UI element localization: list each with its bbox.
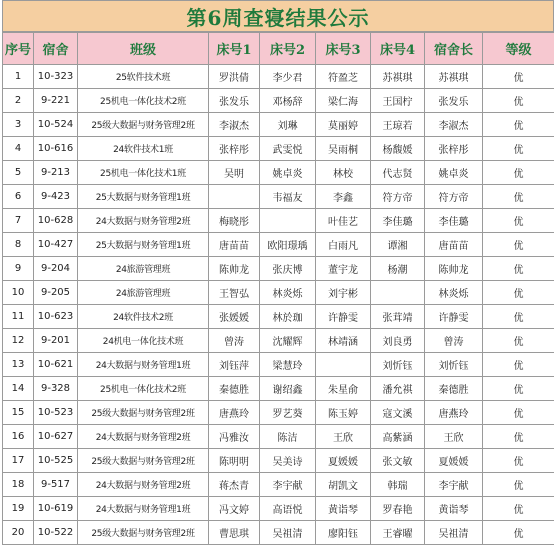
dorm-cell: 9-201 xyxy=(34,329,78,353)
grade-cell: 优 xyxy=(483,257,554,281)
bed-1-cell: 罗洪倩 xyxy=(209,65,260,89)
bed-3-cell: 朱星俞 xyxy=(316,377,371,401)
table-row xyxy=(3,473,554,497)
table-row xyxy=(3,449,554,473)
bed-3-cell: 吴雨桐 xyxy=(316,137,371,161)
bed-4-cell: 王琼若 xyxy=(371,113,425,137)
dorm-leader-cell: 李佳璐 xyxy=(425,209,483,233)
index-cell: 16 xyxy=(3,425,34,449)
bed-1-cell: 唐苗苗 xyxy=(209,233,260,257)
class-cell: 24软件技术1班 xyxy=(78,137,209,161)
table-row xyxy=(3,65,554,89)
bed-1-cell: 秦德胜 xyxy=(209,377,260,401)
bed-4-cell: 张茸靖 xyxy=(371,305,425,329)
dorm-leader-cell: 唐燕玲 xyxy=(425,401,483,425)
bed-4-cell xyxy=(371,281,425,305)
bed-3-cell xyxy=(316,353,371,377)
bed-1-cell: 王智弘 xyxy=(209,281,260,305)
bed-2-cell: 姚卓炎 xyxy=(260,161,316,185)
bed-1-cell: 陈帅龙 xyxy=(209,257,260,281)
class-cell: 24机电一体化技术班 xyxy=(78,329,209,353)
bed-2-cell: 李少君 xyxy=(260,65,316,89)
class-cell: 24旅游管理班 xyxy=(78,257,209,281)
bed-3-cell: 王欣 xyxy=(316,425,371,449)
grade-cell: 优 xyxy=(483,473,554,497)
dorm-leader-cell: 符方帝 xyxy=(425,185,483,209)
grade-cell: 优 xyxy=(483,113,554,137)
bed-3-cell: 陈玉婷 xyxy=(316,401,371,425)
bed-4-cell: 谭湘 xyxy=(371,233,425,257)
bed-3-cell: 黄诣琴 xyxy=(316,497,371,521)
dorm-cell: 10-623 xyxy=(34,305,78,329)
table-row xyxy=(3,401,554,425)
table-row xyxy=(3,425,554,449)
bed-1-cell: 张梓彤 xyxy=(209,137,260,161)
index-cell: 3 xyxy=(3,113,34,137)
table-row xyxy=(3,161,554,185)
index-cell: 7 xyxy=(3,209,34,233)
class-cell: 24大数据与财务管理2班 xyxy=(78,209,209,233)
grade-cell: 优 xyxy=(483,209,554,233)
class-cell: 25机电一体化技术2班 xyxy=(78,89,209,113)
class-cell: 25机电一体化技术2班 xyxy=(78,377,209,401)
index-cell: 18 xyxy=(3,473,34,497)
grade-cell: 优 xyxy=(483,521,554,545)
bed-2-cell: 吴祖清 xyxy=(260,521,316,545)
bed-1-cell: 曾涛 xyxy=(209,329,260,353)
table-row xyxy=(3,353,554,377)
dorm-leader-cell: 林炎烁 xyxy=(425,281,483,305)
class-cell: 24大数据与财务管理1班 xyxy=(78,497,209,521)
bed-2-cell xyxy=(260,209,316,233)
dorm-leader-cell: 张梓彤 xyxy=(425,137,483,161)
bed-3-cell: 胡凯文 xyxy=(316,473,371,497)
dorm-cell: 10-628 xyxy=(34,209,78,233)
index-cell: 1 xyxy=(3,65,34,89)
bed-2-cell: 林炎烁 xyxy=(260,281,316,305)
dorm-leader-cell: 夏媛媛 xyxy=(425,449,483,473)
bed-4-cell: 李佳璐 xyxy=(371,209,425,233)
bed-3-cell: 白雨凡 xyxy=(316,233,371,257)
table-body xyxy=(3,65,554,545)
bed-3-cell: 刘宇彬 xyxy=(316,281,371,305)
bed-2-cell: 梁慧玲 xyxy=(260,353,316,377)
grade-cell: 优 xyxy=(483,233,554,257)
class-cell: 25软件技术班 xyxy=(78,65,209,89)
dorm-cell: 10-522 xyxy=(34,521,78,545)
bed-2-cell: 陈洁 xyxy=(260,425,316,449)
header-bed-4: 床号4 xyxy=(371,33,425,65)
index-cell: 10 xyxy=(3,281,34,305)
header-bed-1: 床号1 xyxy=(209,33,260,65)
class-cell: 25级大数据与财务管理2班 xyxy=(78,521,209,545)
grade-cell: 优 xyxy=(483,161,554,185)
index-cell: 2 xyxy=(3,89,34,113)
dorm-cell: 9-221 xyxy=(34,89,78,113)
bed-1-cell: 冯雅汝 xyxy=(209,425,260,449)
class-cell: 25机电一体化技术1班 xyxy=(78,161,209,185)
header-index: 序号 xyxy=(3,33,34,65)
table-row xyxy=(3,281,554,305)
class-cell: 25级大数据与财务管理2班 xyxy=(78,113,209,137)
dorm-leader-cell: 张发乐 xyxy=(425,89,483,113)
dorm-cell: 10-621 xyxy=(34,353,78,377)
index-cell: 9 xyxy=(3,257,34,281)
bed-4-cell: 张文敏 xyxy=(371,449,425,473)
table-row xyxy=(3,137,554,161)
index-cell: 14 xyxy=(3,377,34,401)
bed-2-cell: 邓杨辞 xyxy=(260,89,316,113)
grade-cell: 优 xyxy=(483,281,554,305)
dorm-cell: 9-517 xyxy=(34,473,78,497)
bed-1-cell: 吴明 xyxy=(209,161,260,185)
dorm-cell: 10-524 xyxy=(34,113,78,137)
bed-4-cell: 寇文溪 xyxy=(371,401,425,425)
header-dorm: 宿舍 xyxy=(34,33,78,65)
class-cell: 24大数据与财务管理2班 xyxy=(78,473,209,497)
grade-cell: 优 xyxy=(483,137,554,161)
dorm-leader-cell: 陈帅龙 xyxy=(425,257,483,281)
dorm-cell: 10-523 xyxy=(34,401,78,425)
header-bed-2: 床号2 xyxy=(260,33,316,65)
index-cell: 19 xyxy=(3,497,34,521)
index-cell: 11 xyxy=(3,305,34,329)
bed-4-cell: 杨潮 xyxy=(371,257,425,281)
table-row xyxy=(3,185,554,209)
class-cell: 25级大数据与财务管理2班 xyxy=(78,449,209,473)
grade-cell: 优 xyxy=(483,329,554,353)
dorm-cell: 9-205 xyxy=(34,281,78,305)
dorm-leader-cell: 秦德胜 xyxy=(425,377,483,401)
bed-1-cell: 李淑杰 xyxy=(209,113,260,137)
bed-1-cell: 张发乐 xyxy=(209,89,260,113)
class-cell: 25大数据与财务管理1班 xyxy=(78,185,209,209)
bed-1-cell: 曹思琪 xyxy=(209,521,260,545)
bed-4-cell: 高紫涵 xyxy=(371,425,425,449)
table-row xyxy=(3,521,554,545)
bed-3-cell: 林校 xyxy=(316,161,371,185)
dorm-leader-cell: 姚卓炎 xyxy=(425,161,483,185)
index-cell: 17 xyxy=(3,449,34,473)
bed-3-cell: 符盈芝 xyxy=(316,65,371,89)
index-cell: 4 xyxy=(3,137,34,161)
bed-4-cell: 王国柠 xyxy=(371,89,425,113)
bed-2-cell: 李宇献 xyxy=(260,473,316,497)
index-cell: 6 xyxy=(3,185,34,209)
table-row xyxy=(3,305,554,329)
bed-3-cell: 许静雯 xyxy=(316,305,371,329)
bed-2-cell: 罗艺葵 xyxy=(260,401,316,425)
bed-1-cell: 刘钰萍 xyxy=(209,353,260,377)
dorm-leader-cell: 刘忻钰 xyxy=(425,353,483,377)
header-dorm-leader: 宿舍长 xyxy=(425,33,483,65)
dorm-cell: 10-323 xyxy=(34,65,78,89)
inspection-table xyxy=(2,32,554,545)
index-cell: 20 xyxy=(3,521,34,545)
grade-cell: 优 xyxy=(483,497,554,521)
bed-2-cell: 刘琳 xyxy=(260,113,316,137)
bed-1-cell: 张媛媛 xyxy=(209,305,260,329)
table-row xyxy=(3,113,554,137)
bed-2-cell: 武雯悦 xyxy=(260,137,316,161)
dorm-leader-cell: 李淑杰 xyxy=(425,113,483,137)
class-cell: 24旅游管理班 xyxy=(78,281,209,305)
bed-4-cell: 刘良勇 xyxy=(371,329,425,353)
grade-cell: 优 xyxy=(483,449,554,473)
bed-3-cell: 夏媛媛 xyxy=(316,449,371,473)
index-cell: 12 xyxy=(3,329,34,353)
class-cell: 25大数据与财务管理1班 xyxy=(78,233,209,257)
dorm-leader-cell: 唐苗苗 xyxy=(425,233,483,257)
grade-cell: 优 xyxy=(483,353,554,377)
bed-3-cell: 梁仁海 xyxy=(316,89,371,113)
table-row xyxy=(3,329,554,353)
index-cell: 8 xyxy=(3,233,34,257)
grade-cell: 优 xyxy=(483,89,554,113)
grade-cell: 优 xyxy=(483,425,554,449)
table-row xyxy=(3,257,554,281)
bed-3-cell: 廖阳钰 xyxy=(316,521,371,545)
dorm-leader-cell: 曾涛 xyxy=(425,329,483,353)
class-cell: 24大数据与财务管理1班 xyxy=(78,353,209,377)
dorm-cell: 10-427 xyxy=(34,233,78,257)
bed-1-cell: 蒋杰青 xyxy=(209,473,260,497)
dorm-leader-cell: 吴祖清 xyxy=(425,521,483,545)
bed-4-cell: 杨馥媛 xyxy=(371,137,425,161)
index-cell: 5 xyxy=(3,161,34,185)
grade-cell: 优 xyxy=(483,377,554,401)
grade-cell: 优 xyxy=(483,65,554,89)
bed-4-cell: 苏祺琪 xyxy=(371,65,425,89)
bed-2-cell: 欧阳璟瑀 xyxy=(260,233,316,257)
bed-4-cell: 王睿曜 xyxy=(371,521,425,545)
dorm-cell: 9-328 xyxy=(34,377,78,401)
dorm-cell: 10-619 xyxy=(34,497,78,521)
grade-cell: 优 xyxy=(483,401,554,425)
dorm-cell: 9-423 xyxy=(34,185,78,209)
header-grade: 等级 xyxy=(483,33,554,65)
dorm-cell: 10-627 xyxy=(34,425,78,449)
index-cell: 13 xyxy=(3,353,34,377)
index-cell: 15 xyxy=(3,401,34,425)
header-row xyxy=(3,33,554,65)
bed-3-cell: 叶佳艺 xyxy=(316,209,371,233)
bed-2-cell: 韦福友 xyxy=(260,185,316,209)
class-cell: 25级大数据与财务管理2班 xyxy=(78,401,209,425)
grade-cell: 优 xyxy=(483,185,554,209)
class-cell: 24软件技术2班 xyxy=(78,305,209,329)
bed-1-cell: 冯文婷 xyxy=(209,497,260,521)
dorm-cell: 9-204 xyxy=(34,257,78,281)
header-class: 班级 xyxy=(78,33,209,65)
dorm-cell: 10-525 xyxy=(34,449,78,473)
bed-4-cell: 罗春艳 xyxy=(371,497,425,521)
bed-4-cell: 代志贤 xyxy=(371,161,425,185)
dorm-leader-cell: 李宇献 xyxy=(425,473,483,497)
bed-2-cell: 吴美诗 xyxy=(260,449,316,473)
bed-2-cell: 林於珈 xyxy=(260,305,316,329)
dorm-leader-cell: 苏祺琪 xyxy=(425,65,483,89)
table-row xyxy=(3,497,554,521)
dorm-cell: 9-213 xyxy=(34,161,78,185)
dorm-leader-cell: 许静雯 xyxy=(425,305,483,329)
table-row xyxy=(3,233,554,257)
dorm-cell: 10-616 xyxy=(34,137,78,161)
table-row xyxy=(3,89,554,113)
dorm-leader-cell: 王欣 xyxy=(425,425,483,449)
bed-2-cell: 张庆博 xyxy=(260,257,316,281)
class-cell: 24大数据与财务管理2班 xyxy=(78,425,209,449)
bed-4-cell: 韩瑞 xyxy=(371,473,425,497)
bed-2-cell: 沈耀辉 xyxy=(260,329,316,353)
bed-3-cell: 林靖涵 xyxy=(316,329,371,353)
table-row xyxy=(3,209,554,233)
bed-1-cell: 陈明明 xyxy=(209,449,260,473)
bed-1-cell xyxy=(209,185,260,209)
bed-2-cell: 谢绍鑫 xyxy=(260,377,316,401)
dorm-leader-cell: 黄诣琴 xyxy=(425,497,483,521)
bed-3-cell: 董宇龙 xyxy=(316,257,371,281)
bed-1-cell: 唐燕玲 xyxy=(209,401,260,425)
bed-1-cell: 梅晓彤 xyxy=(209,209,260,233)
grade-cell: 优 xyxy=(483,305,554,329)
header-bed-3: 床号3 xyxy=(316,33,371,65)
sheet-title: 第6周查寝结果公示 xyxy=(2,0,554,32)
bed-3-cell: 莫丽婷 xyxy=(316,113,371,137)
bed-3-cell: 李鑫 xyxy=(316,185,371,209)
bed-4-cell: 刘忻钰 xyxy=(371,353,425,377)
table-row xyxy=(3,377,554,401)
bed-2-cell: 高语悦 xyxy=(260,497,316,521)
bed-4-cell: 潘允祺 xyxy=(371,377,425,401)
bed-4-cell: 符方帝 xyxy=(371,185,425,209)
